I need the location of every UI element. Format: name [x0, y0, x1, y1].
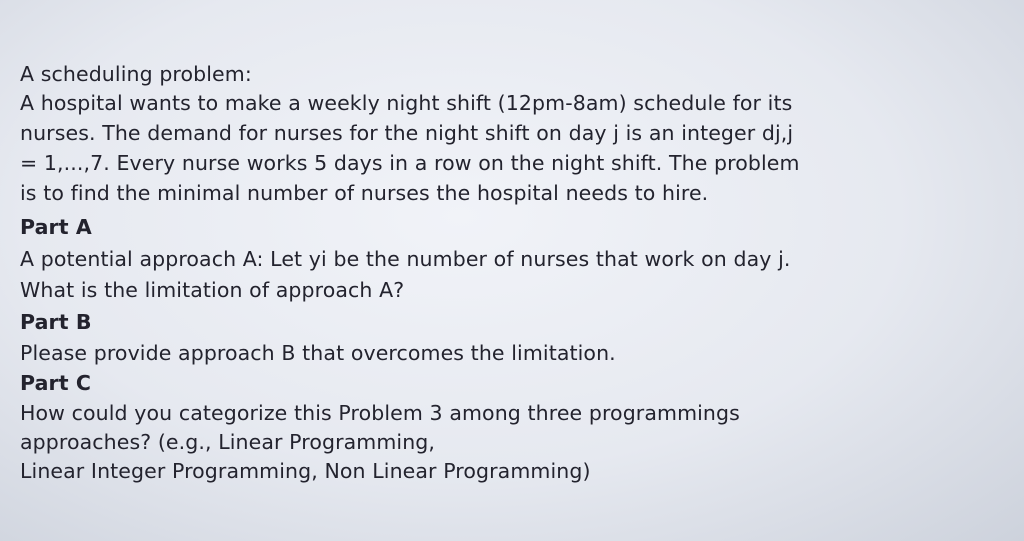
problem-title: A scheduling problem:: [20, 62, 252, 86]
part-a-heading: Part A: [20, 215, 92, 239]
intro-line: nurses. The demand for nurses for the night shift on day j is an integer dj,j: [20, 121, 794, 145]
intro-line: = 1,...,7. Every nurse works 5 days in a row on the night shift. The problem: [20, 151, 800, 175]
part-b-heading: Part B: [20, 310, 92, 334]
part-a-line: A potential approach A: Let yi be the number of nurses that work on day j.: [20, 247, 791, 271]
part-b-line: Please provide approach B that overcomes the limitation.: [20, 341, 616, 365]
part-c-line: approaches? (e.g., Linear Programming,: [20, 430, 436, 454]
part-c-line: Linear Integer Programming, Non Linear Programming): [20, 459, 591, 483]
part-a-line: What is the limitation of approach A?: [20, 278, 405, 302]
part-c-heading: Part C: [20, 371, 91, 395]
intro-line: A hospital wants to make a weekly night shift (12pm-8am) schedule for its: [20, 91, 793, 115]
part-c-line: How could you categorize this Problem 3 among three programmings: [20, 401, 740, 425]
intro-line: is to find the minimal number of nurses the hospital needs to hire.: [20, 181, 709, 205]
